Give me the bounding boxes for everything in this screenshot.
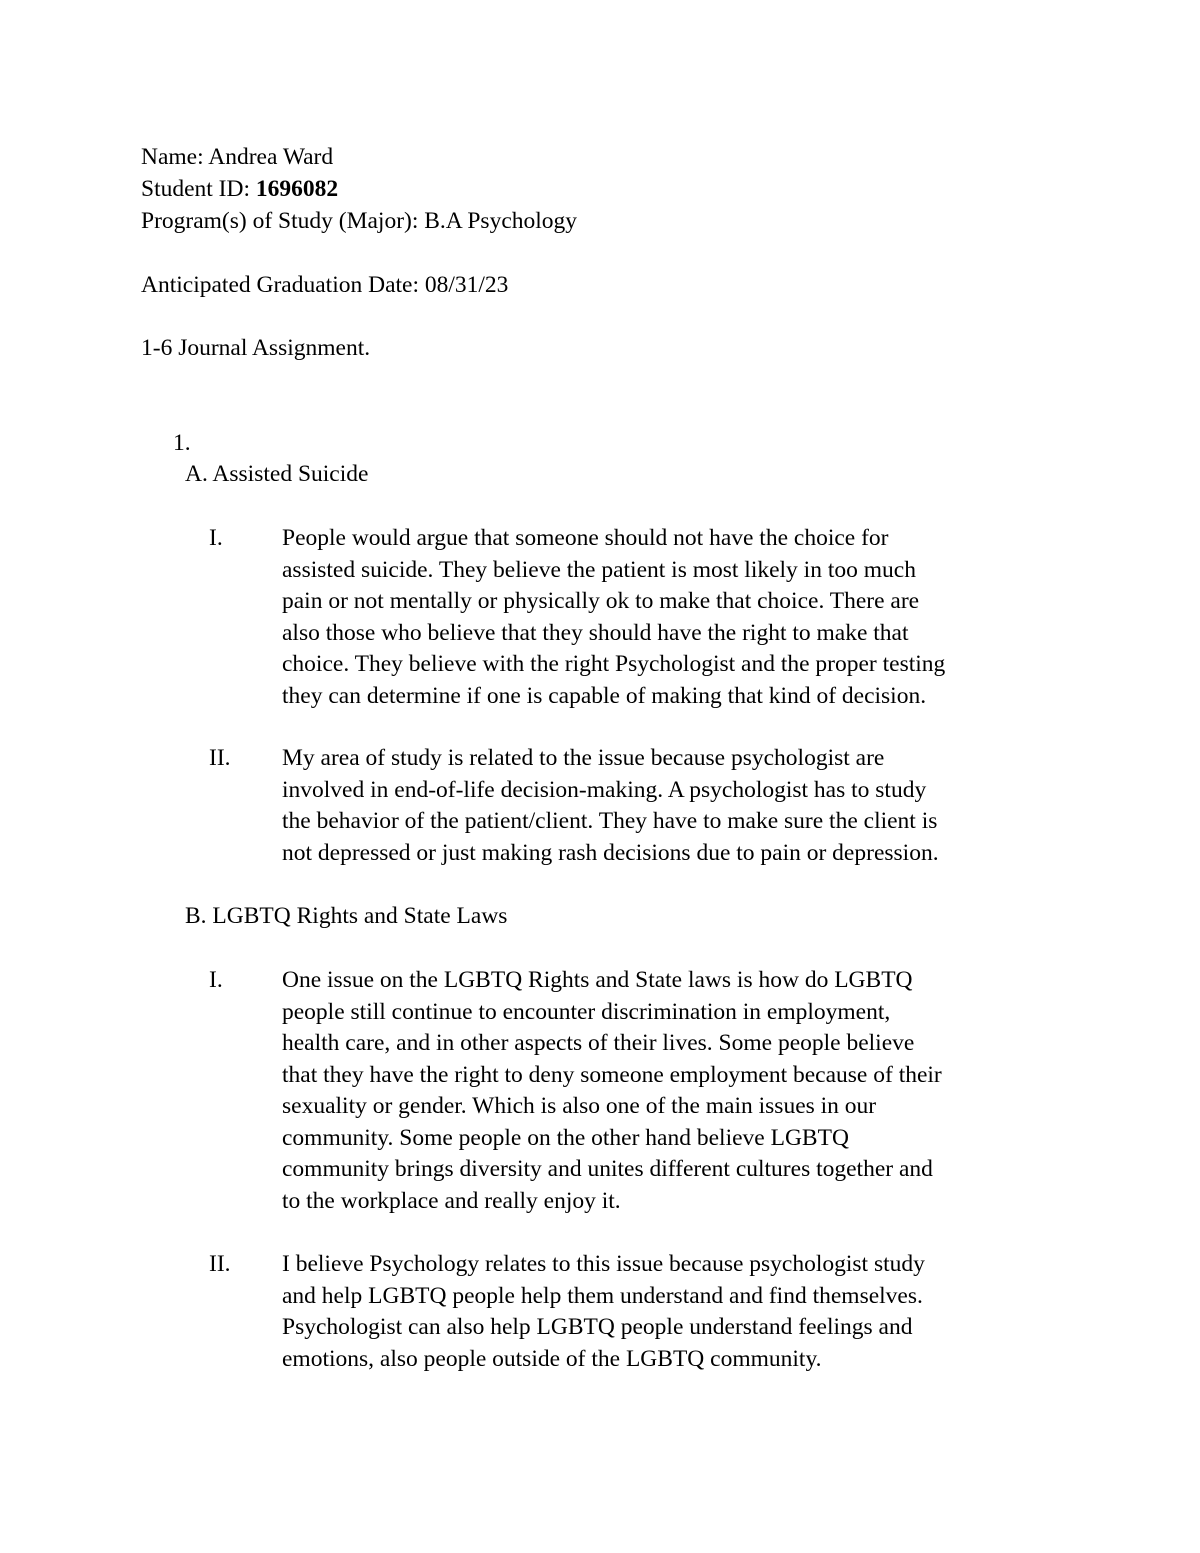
paragraph-line: pain or not mentally or physically ok to make that choice. There are <box>282 588 920 614</box>
section-b-item-1-numeral: I. <box>209 967 223 993</box>
section-a-heading: A. Assisted Suicide <box>185 461 369 487</box>
paragraph-line: choice. They believe with the right Psychologist and the proper testing <box>282 651 946 677</box>
paragraph-line: to the workplace and really enjoy it. <box>282 1187 621 1214</box>
section-a-item-1-paragraph <box>282 523 1082 712</box>
program-line: Program(s) of Study (Major): B.A Psychology <box>141 208 578 234</box>
paragraph-line: also those who believe that they should have the right to make that <box>282 619 909 646</box>
paragraph-line: they can determine if one is capable of making that kind of decision. <box>282 682 927 709</box>
paragraph-line: emotions, also people outside of the LGBTQ community. <box>282 1345 822 1372</box>
paragraph-line: I believe Psychology relates to this issue because psychologist study <box>282 1251 925 1277</box>
paragraph-line: sexuality or gender. Which is also one of the main issues in our <box>282 1093 877 1119</box>
student-id-value: 1696082 <box>255 176 339 202</box>
student-id-label: Student ID: <box>141 176 256 202</box>
graduation-line: Anticipated Graduation Date: 08/31/23 <box>141 272 509 298</box>
section-b-heading: B. LGBTQ Rights and State Laws <box>185 903 508 929</box>
paragraph-line: assisted suicide. They believe the patient is most likely in too much <box>282 556 916 583</box>
paragraph-line: not depressed or just making rash decisions due to pain or depression. <box>282 839 939 866</box>
paragraph-line: community. Some people on the other hand believe LGBTQ <box>282 1124 849 1151</box>
name-line: Name: Andrea Ward <box>141 144 334 170</box>
paragraph-line: My area of study is related to the issue because psychologist are <box>282 745 885 771</box>
paragraph-line: and help LGBTQ people help them understand and find themselves. <box>282 1282 923 1309</box>
paragraph-line: Psychologist can also help LGBTQ people understand feelings and <box>282 1314 913 1340</box>
paragraph-line: that they have the right to deny someone employment because of their <box>282 1061 942 1088</box>
student-id-line <box>141 174 338 206</box>
paragraph-line: the behavior of the patient/client. They have to make sure the client is <box>282 808 938 834</box>
paragraph-line: health care, and in other aspects of their lives. Some people believe <box>282 1030 915 1056</box>
section-a-item-1-numeral: I. <box>209 525 223 551</box>
section-a-item-2-numeral: II. <box>209 745 231 771</box>
question-number: 1. <box>173 430 191 456</box>
paragraph-line: One issue on the LGBTQ Rights and State laws is how do LGBTQ <box>282 967 913 993</box>
section-a-item-2-paragraph <box>282 743 1082 869</box>
paragraph-line: people still continue to encounter discrimination in employment, <box>282 998 891 1025</box>
paragraph-line: People would argue that someone should not have the choice for <box>282 525 889 551</box>
paragraph-line: involved in end-of-life decision-making. A psychologist has to study <box>282 776 927 803</box>
section-b-item-2-paragraph <box>282 1249 1082 1375</box>
section-b-item-2-numeral: II. <box>209 1251 231 1277</box>
paragraph-line: community brings diversity and unites different cultures together and <box>282 1156 933 1182</box>
section-b-item-1-paragraph <box>282 965 1082 1217</box>
assignment-title: 1-6 Journal Assignment. <box>141 335 371 361</box>
